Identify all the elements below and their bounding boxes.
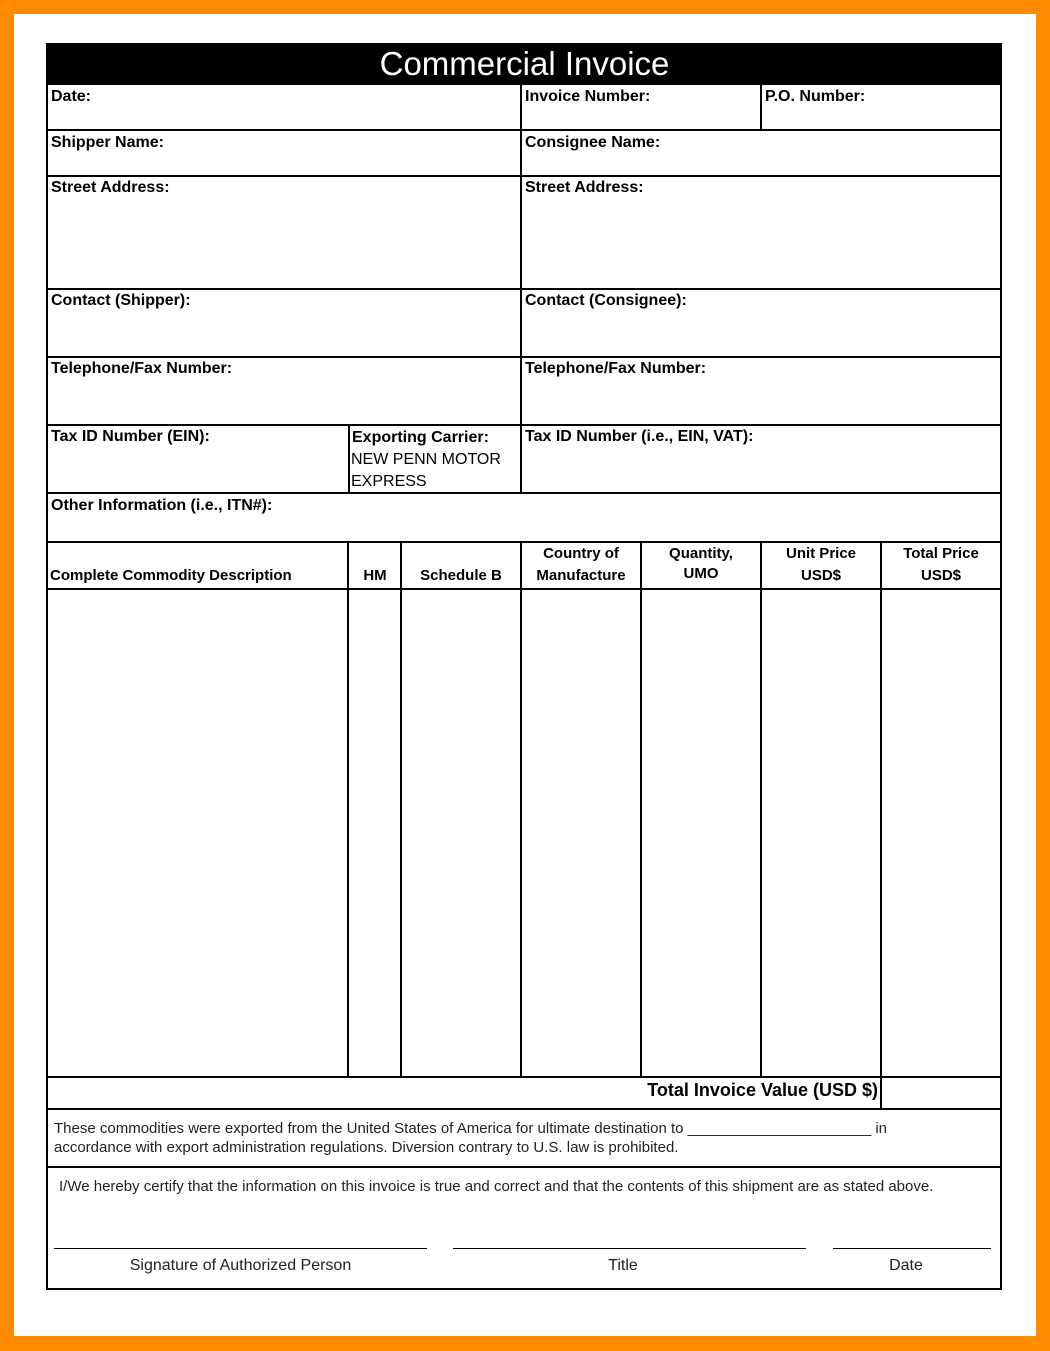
consignee-name-label: Consignee Name: [525,134,661,151]
divider [400,541,402,1078]
po-number-label: P.O. Number: [765,88,866,105]
contact-consignee-label: Contact (Consignee): [525,292,687,309]
column-header-unit-price-line1: Unit Price [785,545,857,562]
exporting-carrier-value-line1: NEW PENN MOTOR [351,451,501,468]
column-header-quantity-line2: UMO [683,565,719,582]
title-line [453,1248,806,1249]
exporting-carrier-label: Exporting Carrier: [352,429,489,446]
exporting-carrier-value-line2: EXPRESS [351,473,427,490]
divider [46,1166,1002,1168]
border-right [1000,43,1002,1290]
column-header-total-price-line2: USD$ [920,567,961,584]
divider [640,541,642,1078]
shipper-name-label: Shipper Name: [51,134,164,151]
invoice-number-label: Invoice Number: [525,88,651,105]
shipper-street-address-label: Street Address: [51,179,170,196]
divider [880,541,882,1108]
divider [760,541,762,1078]
certification-statement: I/We hereby certify that the information on this invoice is true and correct and that the contents of this shipment are as stated above. [59,1178,934,1195]
border-left [46,43,48,1290]
contact-shipper-label: Contact (Shipper): [51,292,191,309]
column-header-country-line1: Country of [543,545,619,562]
export-statement-line1 [54,1120,887,1137]
date-signature-label: Date [889,1257,923,1274]
consignee-street-address-label: Street Address: [525,179,644,196]
date-line [833,1248,991,1249]
column-header-unit-price-line2: USD$ [800,567,841,584]
divider [46,1108,1002,1110]
page-title: Commercial Invoice [47,43,1002,85]
export-statement-prefix: These commodities were exported from the United States of America for ultimate destination to [54,1120,684,1137]
total-invoice-value-label: Total Invoice Value (USD $) [647,1080,878,1100]
telephone-consignee-label: Telephone/Fax Number: [525,360,707,377]
date-label: Date: [51,88,92,105]
signature-line [54,1248,427,1249]
column-header-quantity-line1: Quantity, [669,545,733,562]
column-header-country-line2: Manufacture [536,567,626,584]
column-header-schedule-b: Schedule B [420,567,502,584]
column-header-hm: HM [363,567,387,584]
tax-id-shipper-label: Tax ID Number (EIN): [51,428,210,445]
other-information-label: Other Information (i.e., ITN#): [51,497,273,514]
title-label: Title [608,1257,638,1274]
border-bottom [46,1288,1002,1290]
signature-label: Signature of Authorized Person [129,1257,352,1274]
divider [46,588,1002,590]
export-statement-line2: accordance with export administration regulations. Diversion contrary to U.S. law is prohibited. [54,1139,679,1156]
invoice-page [14,14,1036,1336]
tax-id-consignee-label: Tax ID Number (i.e., EIN, VAT): [525,428,754,445]
divider [347,541,349,1078]
telephone-shipper-label: Telephone/Fax Number: [51,360,233,377]
column-header-total-price-line1: Total Price [903,545,979,562]
column-header-description: Complete Commodity Description [50,567,292,584]
destination-blank: ______________________ [687,1120,872,1137]
export-statement-suffix: in [875,1120,888,1137]
divider [520,541,522,1078]
divider [46,1076,1002,1078]
